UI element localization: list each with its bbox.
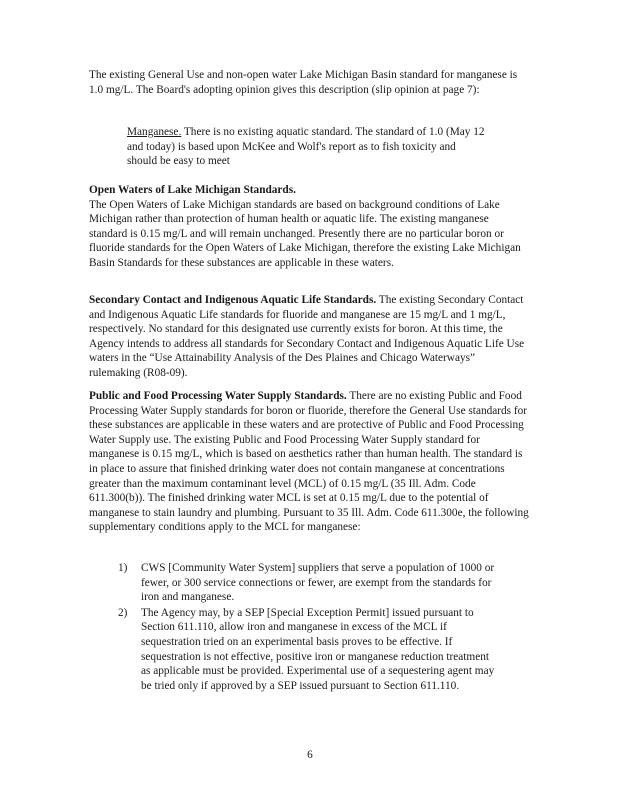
list-number: 2)	[118, 606, 128, 619]
section-heading: Public and Food Processing Water Supply Standards.	[89, 390, 347, 402]
section-public-food	[89, 389, 529, 535]
list-item	[118, 606, 498, 694]
intro-paragraph: The existing General Use and non-open water Lake Michigan Basin standard for manganese is 1.0 mg/L. The Board's adopting opinion gives this description (slip opinion at page 7):	[89, 69, 518, 96]
list-number: 1)	[118, 562, 128, 574]
page-number: 6	[307, 749, 313, 761]
block-quote	[127, 125, 487, 169]
conditions-list	[118, 561, 498, 694]
section-open-waters	[89, 183, 529, 271]
section-text: The Open Waters of Lake Michigan standards are based on background conditions of Lake Michigan rather than protection of human health or aquatic life. The existing manganese standard is 0.15 mg/L and will remain unchanged. Presently there are no particular boron or fluoride standards for the Open Waters of Lake Michigan, therefore the existing Lake Michigan Basin Standards for these substances are applicable in these waters.	[89, 198, 521, 269]
quote-text: There is no existing aquatic standard. The standard of 1.0 (May 12 and today) is based upon McKee and Wolf's report as to fish toxicity and should be easy to meet	[127, 126, 485, 168]
quote-term: Manganese.	[127, 126, 182, 138]
section-heading: Open Waters of Lake Michigan Standards.	[89, 184, 296, 196]
section-text: There are no existing Public and Food Processing Water Supply standards for boron or fluoride, therefore the General Use standards for these substances are applicable in these waters and are protective of Public and Food Processing Water Supply use. The existing Public and Food Processing Water Supply standard for manganese is 0.15 mg/L, which is based on aesthetics rather than human health. The standard is in place to assure that finished drinking water does not contain manganese at concentrations greater than the maximum contaminant level (MCL) of 0.15 mg/L (35 Ill. Adm. Code 611.300(b)). The finished drinking water MCL is set at 0.15 mg/L due to the potential of manganese to stain laundry and plumbing. Pursuant to 35 Ill. Adm. Code 611.300e, the following supplementary conditions apply to the MCL for manganese:	[89, 390, 529, 534]
list-text: CWS [Community Water System] suppliers that serve a population of 1000 or fewer, or 300 service connections or fewer, are exempt from the standards for iron and manganese.	[141, 562, 495, 604]
section-secondary-contact	[89, 293, 529, 381]
section-heading: Secondary Contact and Indigenous Aquatic Life Standards.	[89, 294, 377, 306]
list-text: The Agency may, by a SEP [Special Exception Permit] issued pursuant to Section 611.110, allow iron and manganese in excess of the MCL if sequestration tried on an experimental basis proves to be effective. If sequestration is not effective, positive iron or manganese reduction treatment as applicable must be provided. Experimental use of a sequestering agent may be tried only if approved by a SEP issued pursuant to Section 611.110.	[141, 606, 495, 692]
list-item	[118, 561, 498, 605]
section-text: The existing Secondary Contact and Indigenous Aquatic Life standards for fluoride and manganese are 15 mg/L and 1 mg/L, respectively. No standard for this designated use currently exists for boron. At this time, the Agency intends to address all standards for Secondary Contact and Indigenous Aquatic Life Use waters in the “Use Attainability Analysis of the Des Plaines and Chicago Waterways” rulemaking (R08-09).	[89, 294, 525, 379]
